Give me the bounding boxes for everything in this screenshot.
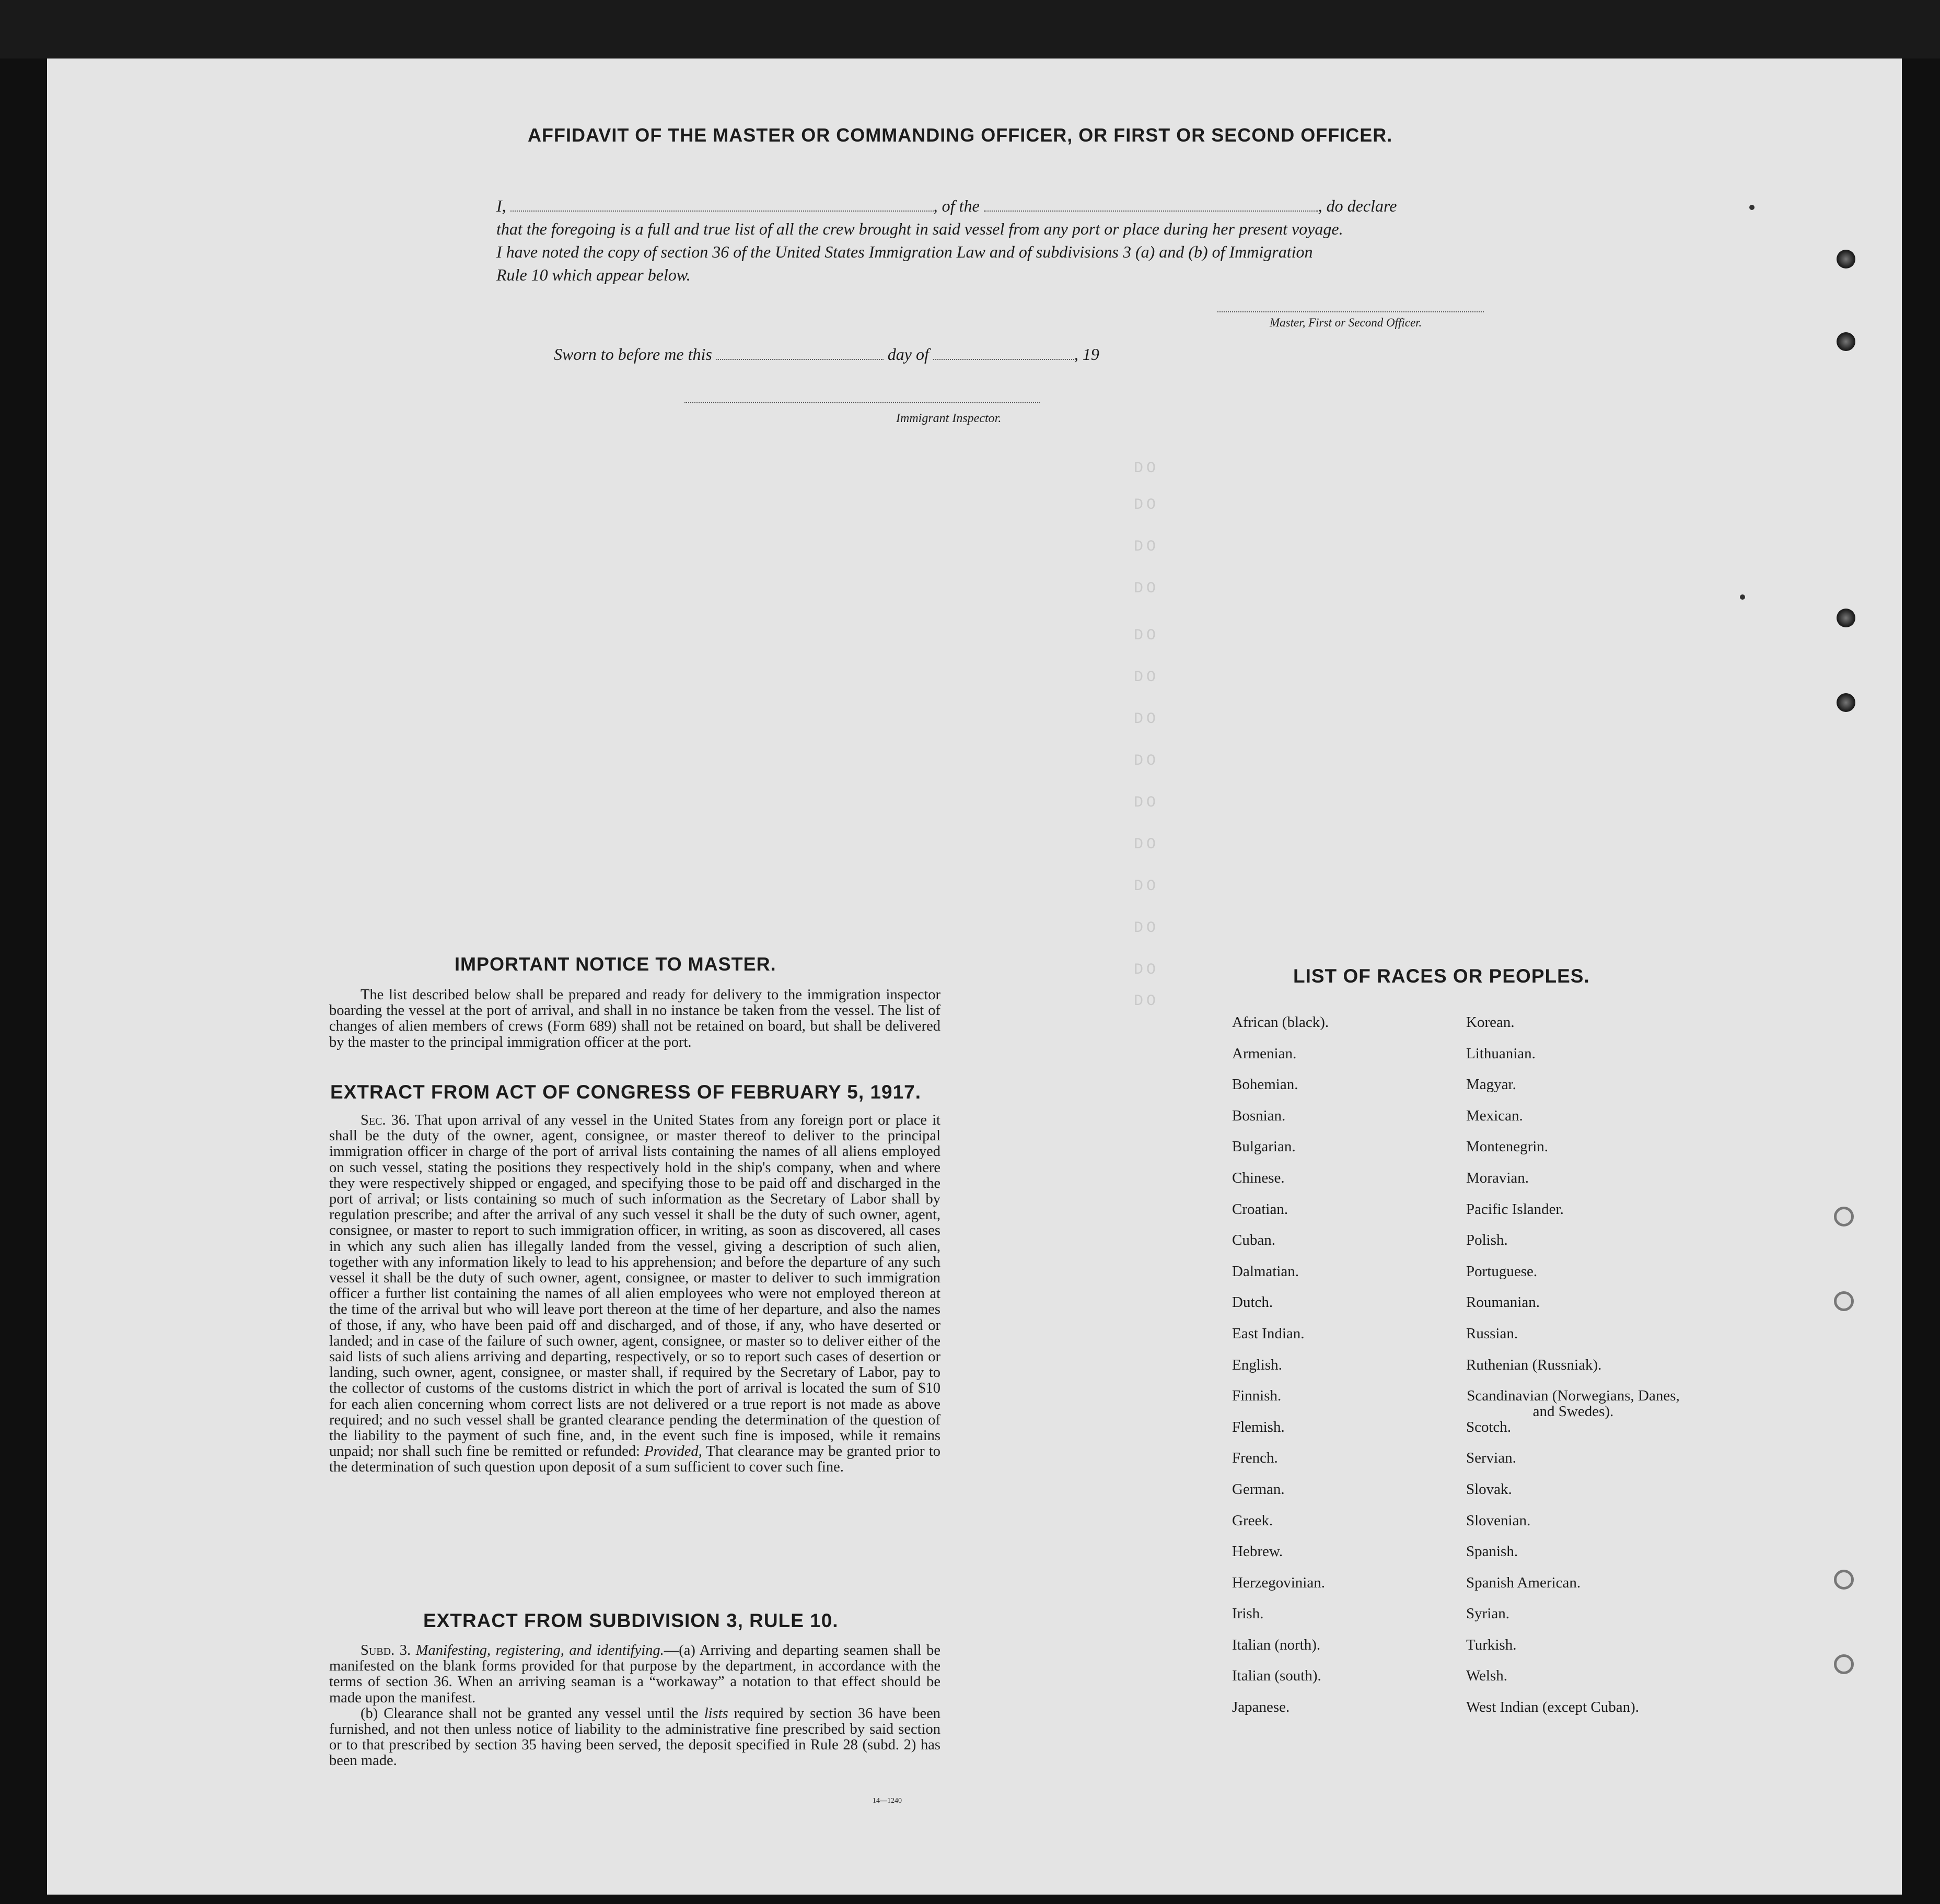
race-item: Chinese. (1232, 1169, 1285, 1186)
race-item: Spanish. (1466, 1543, 1518, 1560)
affidavit-line-3: I have noted the copy of section 36 of the United States Immigration Law and of subdivisions 3 (a) and (b) of Immigration (496, 242, 1313, 261)
race-item: German. (1232, 1480, 1285, 1498)
notice-heading: IMPORTANT NOTICE TO MASTER. (455, 953, 776, 975)
vessel-name-field[interactable] (984, 211, 1318, 212)
officer-signature-label: Master, First or Second Officer. (1270, 316, 1422, 329)
race-item: Servian. (1466, 1450, 1516, 1467)
bleed-through-mark: DO (1134, 752, 1159, 770)
race-item: West Indian (except Cuban). (1466, 1699, 1640, 1716)
race-item: Roumanian. (1466, 1294, 1540, 1311)
bleed-through-mark: DO (1134, 992, 1159, 1010)
bleed-through-mark: DO (1134, 538, 1159, 556)
binder-hole-icon (1837, 332, 1855, 351)
race-item: Magyar. (1466, 1076, 1516, 1093)
races-list-column-1 (1232, 1014, 1451, 1731)
race-item: Lithuanian. (1466, 1045, 1536, 1062)
form-number: 14—1240 (873, 1797, 902, 1805)
affidavit-title: AFFIDAVIT OF THE MASTER OR COMMANDING OFFICER, OR FIRST OR SECOND OFFICER. (528, 124, 1393, 146)
race-item: French. (1232, 1450, 1278, 1467)
binder-hole-icon (1837, 609, 1855, 627)
race-item: English. (1232, 1356, 1282, 1373)
race-item: Bosnian. (1232, 1107, 1286, 1124)
race-item: Italian (south). (1232, 1667, 1321, 1685)
races-heading: LIST OF RACES OR PEOPLES. (1293, 965, 1590, 987)
race-item: Bulgarian. (1232, 1138, 1296, 1155)
race-item: Korean. (1466, 1014, 1515, 1031)
race-item: Scotch. (1466, 1418, 1512, 1435)
race-item: Spanish American. (1466, 1574, 1581, 1591)
scan-top-edge (0, 0, 1940, 59)
officer-signature-field[interactable] (1217, 311, 1484, 312)
sworn-day-field[interactable] (716, 359, 884, 360)
race-item: Ruthenian (Russniak). (1466, 1356, 1602, 1373)
race-item: Slovenian. (1466, 1512, 1531, 1529)
race-item: Irish. (1232, 1605, 1264, 1622)
race-item: Dutch. (1232, 1294, 1273, 1311)
race-item: Montenegrin. (1466, 1138, 1549, 1155)
bleed-through-mark: DO (1134, 460, 1159, 477)
races-list-column-2 (1466, 1014, 1696, 1731)
race-item: Turkish. (1466, 1636, 1517, 1653)
race-item: Japanese. (1232, 1699, 1290, 1716)
race-item: Pacific Islander. (1466, 1200, 1564, 1218)
binder-hole-icon (1834, 1570, 1854, 1590)
race-item: Croatian. (1232, 1200, 1288, 1218)
bleed-through-mark: DO (1134, 919, 1159, 937)
race-item: African (black). (1232, 1014, 1329, 1031)
affidavit-body (496, 194, 1541, 286)
race-item: Scandinavian (Norwegians, Danes, and Swedes). (1467, 1387, 1680, 1420)
race-item: Herzegovinian. (1232, 1574, 1325, 1591)
ink-mark (1740, 594, 1745, 600)
race-item: Moravian. (1466, 1169, 1529, 1186)
inspector-signature-field[interactable] (684, 402, 1040, 403)
binder-hole-icon (1834, 1654, 1854, 1674)
rule-extract-heading: EXTRACT FROM SUBDIVISION 3, RULE 10. (423, 1610, 839, 1631)
bleed-through-mark: DO (1134, 710, 1159, 728)
race-item: Mexican. (1466, 1107, 1523, 1124)
sworn-month-field[interactable] (933, 359, 1074, 360)
race-item: Polish. (1466, 1232, 1508, 1249)
rule-extract-text: Subd. 3. Manifesting, registering, and identifying.—(a) Arriving and departing seamen shall be manifested on the blank forms provided for that purpose by the department, in accordance with the terms of section 36. When an arriving seaman is a “workaway” a notation to that effect should be made upon the manifest. (b) Clearance shall not be granted any vessel until the lists required by section 36 have been furnished, and not then unless notice of liability to the administrative fine prescribed by said section or to that prescribed by section 35 having been served, the deposit specified in Rule 28 (subd. 2) has been made. (329, 1642, 941, 1769)
race-item: Slovak. (1466, 1480, 1512, 1498)
affidavit-line-1: I, , of the , do declare (496, 196, 1397, 215)
race-item: Russian. (1466, 1325, 1518, 1342)
race-item: Greek. (1232, 1512, 1273, 1529)
bleed-through-mark: DO (1134, 836, 1159, 854)
sworn-statement: Sworn to before me this day of , 19 (554, 345, 1099, 364)
race-item: Finnish. (1232, 1387, 1282, 1405)
affidavit-line-2: that the foregoing is a full and true list of all the crew brought in said vessel from any port or place during her present voyage. (496, 219, 1343, 238)
bleed-through-mark: DO (1134, 961, 1159, 979)
ink-mark (1749, 205, 1755, 210)
race-item: East Indian. (1232, 1325, 1305, 1342)
race-item: Welsh. (1466, 1667, 1508, 1685)
race-item: Italian (north). (1232, 1636, 1321, 1653)
binder-hole-icon (1834, 1291, 1854, 1311)
bleed-through-mark: DO (1134, 496, 1159, 514)
binder-hole-icon (1834, 1207, 1854, 1226)
binder-hole-icon (1837, 693, 1855, 712)
race-item: Portuguese. (1466, 1263, 1538, 1280)
act-extract-text: Sec. 36. That upon arrival of any vessel in the United States from any foreign port or place it shall be the duty of the owner, agent, consignee, or master thereof to deliver to the principal immigration officer in charge of the port of arrival lists containing the names of all aliens employed on such vessel, stating the positions they respectively hold in the ship's company, when and where they were respectively shipped or engaged, and specifying those to be paid off and discharged in the port of arrival; or lists containing so much of such information as the Secretary of Labor shall by regulation prescribe; and after the arrival of any such vessel it shall be the duty of such owner, agent, consignee, or master to report to such immigration officer, in writing, as soon as discovered, all cases in which any such alien has illegally landed from the vessel, giving a description of such alien, together with any information likely to lead to his apprehension; and before the departure of any such vessel it shall be the duty of such owner, agent, consignee, or master to deliver to such immigration officer a further list containing the names of all alien employees who were not employed thereon at the time of the arrival but who will leave port thereon at the time of her departure, and also the names of those, if any, who have been paid off and discharged, and of those, if any, who have deserted or landed; and in case of the failure of such owner, agent, consignee, or master so to deliver either of the said lists of such aliens arriving and departing, respectively, or so to report such cases of desertion or landing, such owner, agent, consignee, or master shall, if required by the Secretary of Labor, pay to the collector of customs of the customs district in which the port of arrival is located the sum of $10 for each alien concerning whom correct lists are not delivered or a true report is not made as above required; and no such vessel shall be granted clearance pending the determination of the question of the liability to the payment of such fine, and, in the event such fine is imposed, while it remains unpaid; nor shall such fine be remitted or refunded: Provided, That clearance may be granted prior to the determination of such question upon deposit of a sum sufficient to cover such fine. (329, 1112, 941, 1476)
binder-hole-icon (1837, 250, 1855, 268)
officer-name-field[interactable] (510, 211, 934, 212)
race-item: Flemish. (1232, 1418, 1285, 1435)
race-item: Cuban. (1232, 1232, 1275, 1249)
bleed-through-mark: DO (1134, 794, 1159, 812)
race-item: Armenian. (1232, 1045, 1297, 1062)
race-item: Hebrew. (1232, 1543, 1283, 1560)
notice-text: The list described below shall be prepared and ready for delivery to the immigration inspector boarding the vessel at the port of arrival, and shall in no instance be taken from the vessel. The list of changes of alien members of crews (Form 689) shall not be retained on board, but shall be delivered by the master to the principal immigration officer at the port. (329, 987, 940, 1050)
bleed-through-mark: DO (1134, 627, 1159, 645)
bleed-through-mark: DO (1134, 669, 1159, 686)
act-extract-heading: EXTRACT FROM ACT OF CONGRESS OF FEBRUARY 5, 1917. (330, 1081, 922, 1103)
race-item: Syrian. (1466, 1605, 1509, 1622)
inspector-label: Immigrant Inspector. (896, 412, 1002, 425)
bleed-through-mark: DO (1134, 878, 1159, 895)
race-item: Dalmatian. (1232, 1263, 1299, 1280)
bleed-through-mark: DO (1134, 580, 1159, 598)
race-item: Bohemian. (1232, 1076, 1298, 1093)
affidavit-line-4: Rule 10 which appear below. (496, 265, 691, 284)
